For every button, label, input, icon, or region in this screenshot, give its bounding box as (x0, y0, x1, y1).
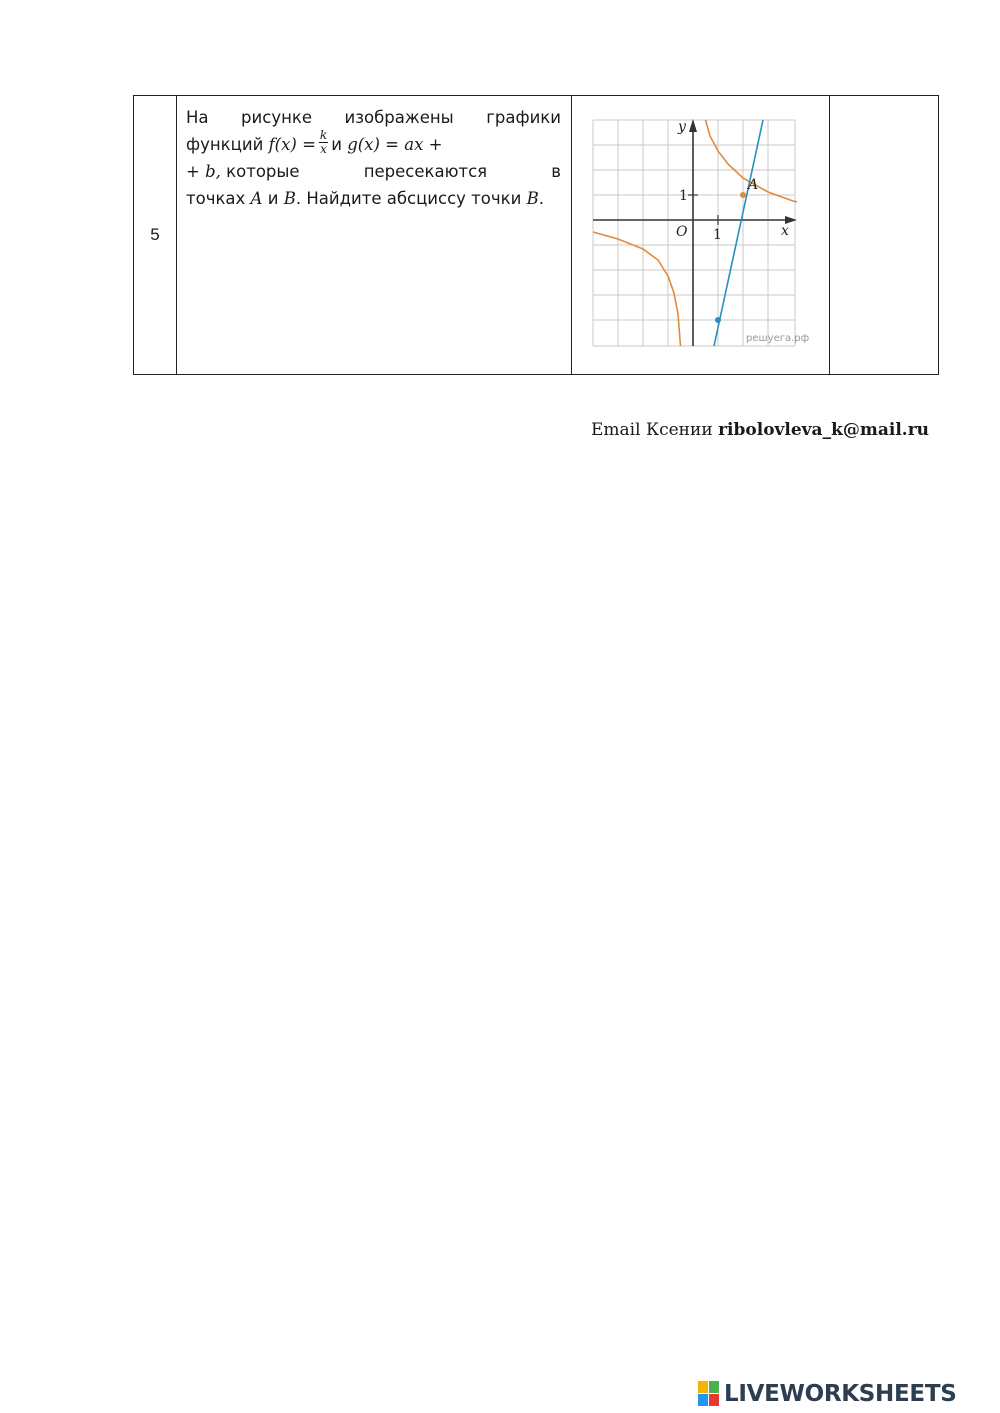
task-table (133, 95, 939, 375)
contact-email (591, 420, 929, 440)
word: функций (186, 135, 264, 154)
text-line-3 (186, 158, 561, 185)
formula-g: g(x) = ax + (347, 135, 443, 154)
axes (593, 119, 797, 346)
formula-b: + b, (186, 162, 221, 181)
label-x: x (781, 223, 789, 239)
brand-footer (698, 1378, 956, 1410)
word: графики (486, 108, 561, 127)
grid (593, 120, 795, 346)
task-text (177, 96, 571, 212)
label-one-y: 1 (679, 188, 688, 204)
answer-cell[interactable] (830, 96, 939, 375)
point-b-dot (715, 317, 721, 323)
hyperbola-branch-left (593, 232, 681, 346)
fraction-denominator: x (320, 142, 327, 156)
word: и (331, 135, 342, 154)
fraction-numerator: k (319, 128, 328, 142)
point-b-label: B (283, 189, 296, 208)
label-y: y (678, 119, 686, 135)
function-graph (593, 118, 810, 348)
word: в (551, 162, 561, 181)
label-a: A (748, 177, 759, 193)
formula-f: f(x) = (268, 135, 316, 154)
task-number: 5 (134, 96, 177, 375)
liveworksheets-logo-icon (698, 1381, 720, 1407)
text-line-1 (186, 104, 561, 131)
text-line-2 (186, 128, 561, 158)
y-axis-arrow-icon (689, 119, 697, 132)
point-b-label: B (526, 189, 539, 208)
word: которые (226, 162, 300, 181)
word: точках (186, 189, 246, 208)
question-text: . Найдите абсциссу точки (295, 189, 522, 208)
graph-cell (572, 96, 830, 375)
email-address: ribolovleva_k@mail.ru (718, 420, 930, 440)
label-origin: O (676, 224, 688, 240)
word: рисунке (241, 108, 312, 127)
label-one-x: 1 (713, 227, 722, 243)
word: изображены (344, 108, 454, 127)
brand-name: LIVEWORKSHEETS (724, 1381, 957, 1407)
watermark: решуега.рф (746, 333, 810, 344)
point-a-label: A (250, 189, 263, 208)
text-line-4 (186, 185, 561, 212)
fraction-k-over-x (319, 129, 328, 156)
email-label: Email Ксении (591, 420, 713, 440)
word: и (267, 189, 279, 208)
punctuation: . (538, 189, 544, 208)
task-text-cell (177, 96, 572, 375)
word: пересекаются (363, 162, 488, 181)
word: На (186, 108, 209, 127)
point-a-dot (740, 192, 746, 198)
